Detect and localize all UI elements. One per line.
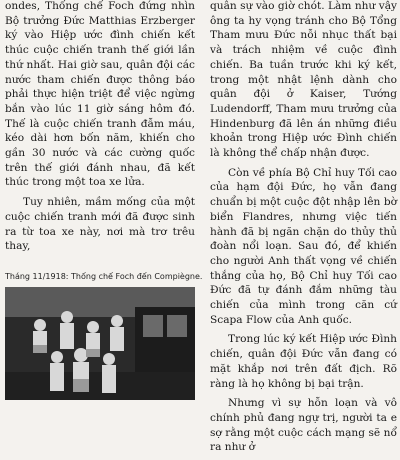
right-paragraph-2: Còn về phía Bộ Chỉ huy Tối cao của hạm đội Đức, họ vẫn đang chuẩn bị một cuộc đột nhập lên bờ biển Flandres, nhưng việc tiến hành đã bị ngăn chặn do thủy thủ đoàn nổi loạn. Sau đó, để khiến cho người Anh thất vọng về chiến thắng của họ, Bộ Chỉ huy Tối cao Đức đã tự đánh đắm những tàu chiến của mình trong căn cứ Scapa Flow của Anh quốc. — [210, 166, 397, 326]
left-paragraph-1: ondes, Thống chế Foch đứng nhìn Bộ trưởng Đức Matthias Erzberger ký vào Hiệp ước đình chiến kết thúc cuộc chiến tranh thế giới lần thứ nhất. Hai giờ sau, quân đội các nước tham chiến được thông báo phải thực hiện triệt để việc ngừng bắn vào lúc 11 giờ sáng hôm đó. Thế là cuộc chiến tranh đẫm máu, kéo dài hơn bốn năm, khiến cho gần 30 nước và các cường quốc trên thế giới đánh nhau, đã kết thúc trong một toa xe lửa. — [5, 0, 195, 189]
photo-image — [5, 287, 195, 400]
left-paragraph-2: Tuy nhiên, mầm mống của một cuộc chiến tranh mới đã được sinh ra từ toa xe này, nơi mà trơ trêu thay, — [5, 196, 195, 253]
historical-photo — [5, 287, 195, 400]
right-paragraph-4: Nhưng vì sự hỗn loạn và vô chính phủ đang ngự trị, người ta e sợ rằng một cuộc cách mạng sẽ nổ ra như ở — [210, 397, 397, 454]
right-column — [210, 0, 397, 460]
right-paragraph-3: Trong lúc ký kết Hiệp ước Đình chiến, quân đội Đức vẫn đang có mặt khắp nơi trên đất địch. Rõ ràng là họ không bị bại trận. — [210, 333, 397, 390]
right-paragraph-1: quân sự vào giờ chót. Làm như vậy ông ta hy vọng tránh cho Bộ Tổng Tham mưu Đức nỗi nhục thất bại và trách nhiệm về cuộc đình chiến. Ba tuần trước khi ký kết, trong một nhật lệnh dành cho quân đội ở Kaiser, Tướng Ludendorff, Tham mưu trưởng của Hindenburg đã lên án những điều khoản trong Hiệp ước Đình chiến là không thể chấp nhận được. — [210, 0, 397, 160]
photo-caption: Tháng 11/1918: Thống chế Foch đến Compiègne. — [5, 272, 203, 281]
left-column — [5, 0, 195, 259]
